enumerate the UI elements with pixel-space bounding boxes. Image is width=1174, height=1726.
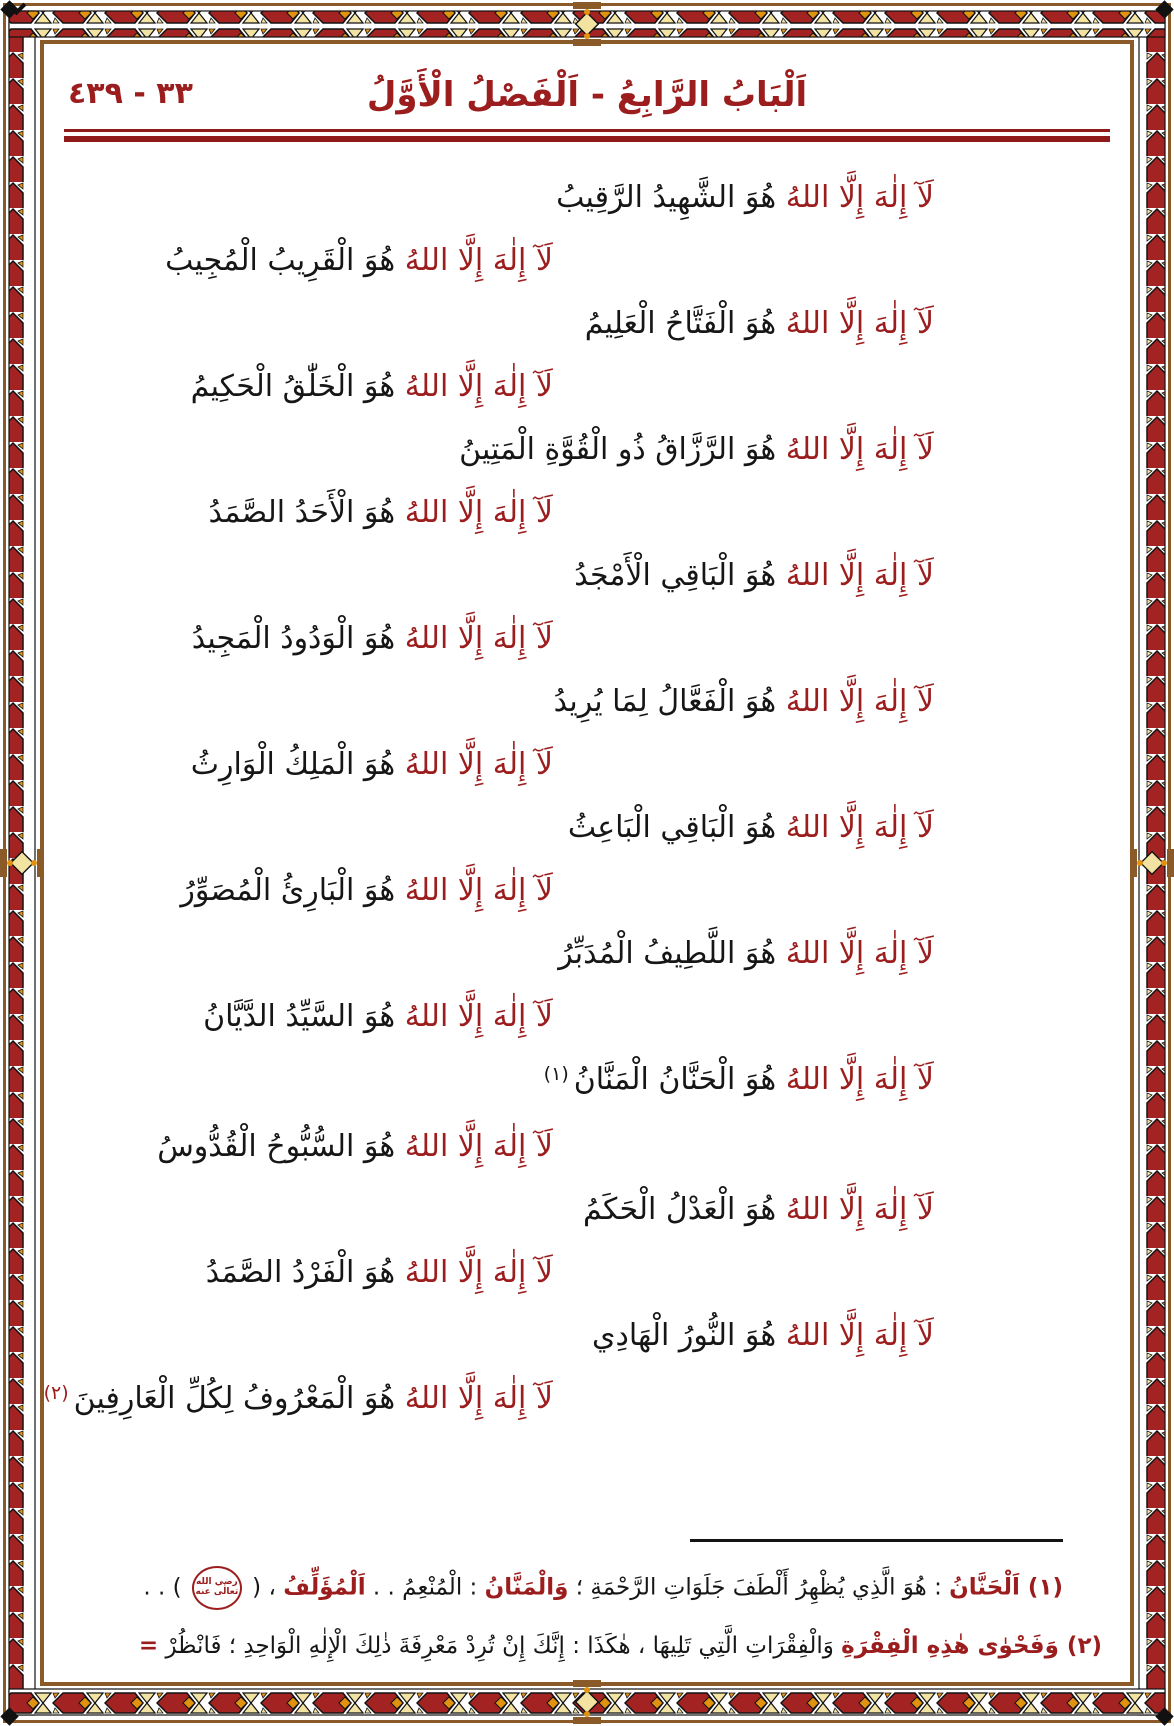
- footnote-text: : الْمُنْعِمُ . .: [365, 1574, 485, 1601]
- tahlil-line: [50, 229, 553, 292]
- chapter-title: اَلْبَابُ الرَّابِعُ - اَلْفَصْلُ الْأَوَّلُ: [366, 75, 808, 115]
- divine-names: هُوَ الشَّهِيدُ الرَّقِيبُ: [556, 180, 786, 215]
- tahlil-line: [50, 607, 553, 670]
- tahlil-lines: [43, 166, 1124, 1434]
- tahlil-opener: لَآ إِلٰهَ إِلَّا اللهُ: [404, 873, 553, 908]
- tahlil-line: [50, 418, 934, 481]
- divine-names: هُوَ السَّيِّدُ الدَّيَّانُ: [203, 999, 405, 1034]
- tahlil-opener: لَآ إِلٰهَ إِلَّا اللهُ: [404, 999, 553, 1034]
- footnote-separator: [690, 1539, 1063, 1542]
- page-content: [43, 50, 1124, 1676]
- tahlil-opener: لَآ إِلٰهَ إِلَّا اللهُ: [785, 180, 934, 215]
- tahlil-line: [50, 544, 934, 607]
- divine-names: هُوَ السُّبُّوحُ الْقُدُّوسُ: [157, 1129, 405, 1164]
- tahlil-opener: لَآ إِلٰهَ إِلَّا اللهُ: [404, 621, 553, 656]
- divine-names: هُوَ الْخَلّٰقُ الْحَكِيمُ: [190, 369, 405, 404]
- tahlil-line: [50, 670, 934, 733]
- tahlil-line: [50, 1048, 934, 1115]
- header-rule-thick: [64, 136, 1110, 142]
- divine-names: هُوَ الْفَتَّاحُ الْعَلِيمُ: [584, 306, 786, 341]
- tahlil-opener: لَآ إِلٰهَ إِلَّا اللهُ: [404, 747, 553, 782]
- tahlil-line: [50, 1178, 934, 1241]
- honorific-seal: رضي الله تعالٰى عنه: [192, 1566, 242, 1610]
- footnote-1: [50, 1566, 1063, 1610]
- footnote-text: وَالْمَنَّانُ: [484, 1574, 569, 1601]
- divine-names: هُوَ الْمَعْرُوفُ لِكُلِّ الْعَارِفِينَ: [73, 1381, 405, 1416]
- footnote-text: =: [138, 1633, 159, 1659]
- tahlil-opener: لَآ إِلٰهَ إِلَّا اللهُ: [404, 1255, 553, 1290]
- footnote-text: ) . .: [143, 1574, 189, 1601]
- header-rule-thin: [64, 129, 1110, 132]
- footnote-text: ، (: [244, 1574, 284, 1601]
- tahlil-opener: لَآ إِلٰهَ إِلَّا اللهُ: [404, 1129, 553, 1164]
- tahlil-line: [50, 1115, 553, 1178]
- footnote-marker: (١): [543, 1063, 569, 1085]
- divine-names: هُوَ الْبَارِئُ الْمُصَوِّرُ: [180, 873, 405, 908]
- divine-names: هُوَ الْحَنَّانُ الْمَنَّانُ: [573, 1062, 786, 1097]
- divine-names: هُوَ الْمَلِكُ الْوَارِثُ: [190, 747, 405, 782]
- tahlil-line: [50, 733, 553, 796]
- tahlil-line: [50, 481, 553, 544]
- tahlil-opener: لَآ إِلٰهَ إِلَّا اللهُ: [785, 1318, 934, 1353]
- tahlil-line: [50, 859, 553, 922]
- divine-names: هُوَ اللَّطِيفُ الْمُدَبِّرُ: [558, 936, 786, 971]
- footnotes: [50, 1539, 1124, 1666]
- divine-names: هُوَ الْفَعَّالُ لِمَا يُرِيدُ: [553, 684, 786, 719]
- footnote-marker: (٢): [43, 1382, 69, 1404]
- tahlil-opener: لَآ إِلٰهَ إِلَّا اللهُ: [785, 1192, 934, 1227]
- tahlil-opener: لَآ إِلٰهَ إِلَّا اللهُ: [785, 306, 934, 341]
- divine-names: هُوَ الْفَرْدُ الصَّمَدُ: [205, 1255, 405, 1290]
- tahlil-opener: لَآ إِلٰهَ إِلَّا اللهُ: [785, 1062, 934, 1097]
- tahlil-opener: لَآ إِلٰهَ إِلَّا اللهُ: [785, 936, 934, 971]
- divine-names: هُوَ الْوَدُودُ الْمَجِيدُ: [191, 621, 405, 656]
- footnote-text: (١) اَلْحَنَّانُ: [949, 1574, 1063, 1601]
- divine-names: هُوَ الْأَحَدُ الصَّمَدُ: [208, 495, 405, 530]
- divine-names: هُوَ الْقَرِيبُ الْمُجِيبُ: [165, 243, 405, 278]
- tahlil-line: [50, 922, 934, 985]
- tahlil-line: [50, 1304, 934, 1367]
- divine-names: هُوَ النُّورُ الْهَادِي: [592, 1318, 786, 1353]
- tahlil-opener: لَآ إِلٰهَ إِلَّا اللهُ: [404, 495, 553, 530]
- tahlil-opener: لَآ إِلٰهَ إِلَّا اللهُ: [785, 432, 934, 467]
- tahlil-opener: لَآ إِلٰهَ إِلَّا اللهُ: [404, 369, 553, 404]
- tahlil-line: [50, 166, 934, 229]
- tahlil-opener: لَآ إِلٰهَ إِلَّا اللهُ: [404, 243, 553, 278]
- page-header: [50, 50, 1124, 142]
- footnote-text: وَالْفِقْرَاتِ الَّتِي تَلِيهَا ، هٰكَذَا : إِنَّكَ إِنْ تُرِدْ مَعْرِفَةَ ذٰلِكَ الْإِلٰهِ الْوَاحِدِ ؛ فَانْظُرْ: [158, 1633, 842, 1659]
- footnote-text: (٢) وَفَحْوٰى هٰذِهِ الْفِقْرَةِ: [841, 1633, 1102, 1659]
- tahlil-line: [50, 355, 553, 418]
- page-number: ٣٣ - ٤٣٩: [68, 76, 193, 111]
- tahlil-opener: لَآ إِلٰهَ إِلَّا اللهُ: [785, 684, 934, 719]
- tahlil-line: [50, 796, 934, 859]
- footnote-text: : هُوَ الَّذِي يُظْهِرُ أَلْطَفَ جَلَوَاتِ الرَّحْمَةِ ؛: [568, 1574, 950, 1601]
- divine-names: هُوَ الْبَاقِي الْأَمْجَدُ: [574, 558, 786, 593]
- tahlil-opener: لَآ إِلٰهَ إِلَّا اللهُ: [785, 810, 934, 845]
- tahlil-line: [50, 985, 553, 1048]
- divine-names: هُوَ الرَّزَّاقُ ذُو الْقُوَّةِ الْمَتِينُ: [459, 432, 786, 467]
- footnote-2: [50, 1626, 1102, 1666]
- tahlil-opener: لَآ إِلٰهَ إِلَّا اللهُ: [404, 1381, 553, 1416]
- divine-names: هُوَ الْعَدْلُ الْحَكَمُ: [582, 1192, 786, 1227]
- divine-names: هُوَ الْبَاقِي الْبَاعِثُ: [567, 810, 786, 845]
- footnote-text: اَلْمُؤَلِّفُ: [283, 1574, 366, 1601]
- tahlil-line: [43, 1367, 553, 1434]
- tahlil-line: [50, 292, 934, 355]
- tahlil-opener: لَآ إِلٰهَ إِلَّا اللهُ: [785, 558, 934, 593]
- tahlil-line: [50, 1241, 553, 1304]
